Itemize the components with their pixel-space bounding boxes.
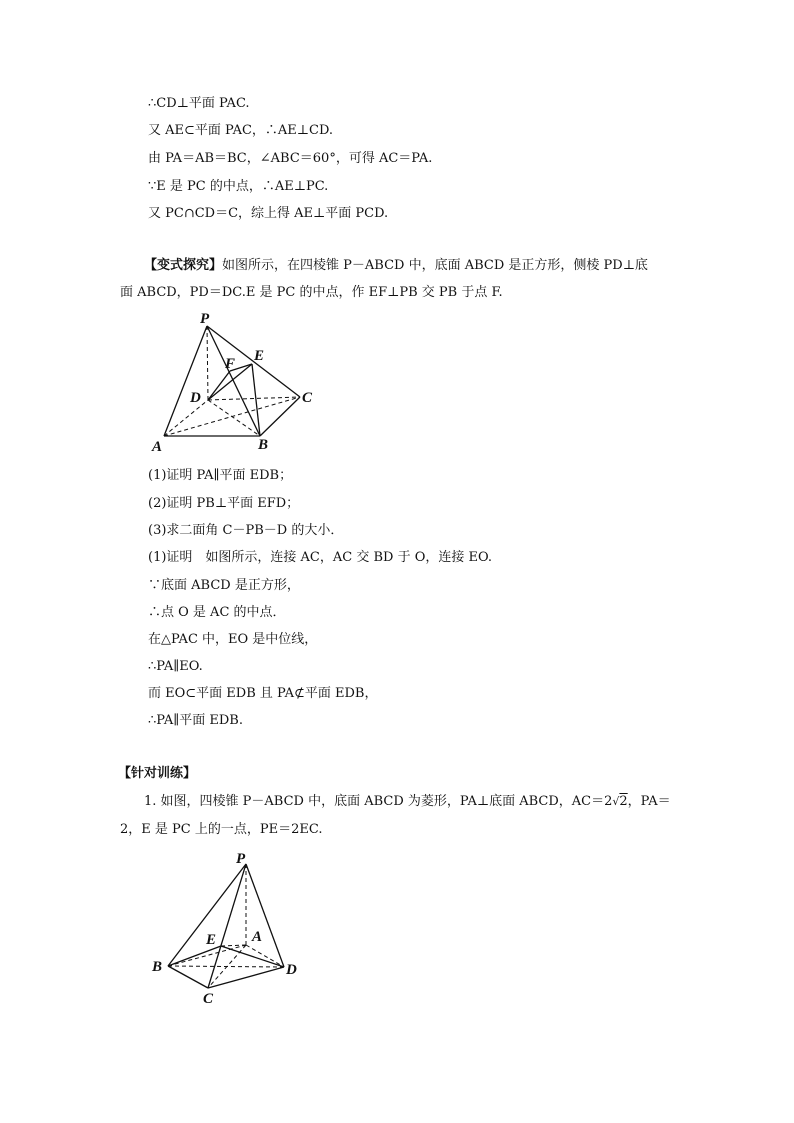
edge-BD-hidden <box>168 966 284 967</box>
solution-line-7: ∴PA∥平面 EDB. <box>148 713 243 728</box>
edge-PA <box>164 326 207 436</box>
label-E: E <box>206 932 217 948</box>
label-C: C <box>203 991 214 1007</box>
label-D: D <box>286 962 297 978</box>
pyramid-figure-2 <box>150 850 310 1010</box>
proof-line-4: ∵E 是 PC 的中点，∴AE⊥PC. <box>148 179 329 194</box>
variant-paragraph-line-1 <box>144 256 648 276</box>
solution-line-4: 在△PAC 中，EO 是中位线， <box>148 632 318 647</box>
label-P: P <box>236 851 246 867</box>
solution-line-5: ∴PA∥EO. <box>148 659 203 674</box>
edge-BA-hidden <box>168 945 246 966</box>
label-A: A <box>252 929 263 945</box>
label-B: B <box>258 437 269 453</box>
edge-DB-hidden <box>208 400 260 436</box>
label-D: D <box>190 390 201 406</box>
solution-line-3: ∴点 O 是 AC 的中点． <box>148 605 286 620</box>
solution-line-1: (1)证明 如图所示，连接 AC，AC 交 BD 于 O，连接 EO. <box>148 550 493 565</box>
edge-PB <box>207 326 260 436</box>
label-B: B <box>152 959 163 975</box>
edge-EA-hidden <box>221 945 246 946</box>
label-C: C <box>302 390 313 406</box>
proof-line-5: 又 PC∩CD＝C，综上得 AE⊥平面 PCD. <box>148 206 389 221</box>
training-heading: 【针对训练】 <box>118 766 197 781</box>
edge-EB <box>252 364 260 436</box>
variant-text-1: 如图所示，在四棱锥 P－ABCD 中，底面 ABCD 是正方形，侧棱 PD⊥底 <box>222 258 648 273</box>
edge-CD <box>208 967 284 988</box>
sqrt-radicand: 2 <box>619 794 628 809</box>
proof-line-2: 又 AE⊂平面 PAC，∴AE⊥CD. <box>148 123 334 138</box>
label-A: A <box>152 439 163 455</box>
proof-line-3: 由 PA＝AB＝BC，∠ABC＝60°，可得 AC＝PA. <box>148 151 433 166</box>
solution-line-6: 而 EO⊂平面 EDB 且 PA⊄平面 EDB， <box>148 686 378 701</box>
edge-PD <box>246 864 284 967</box>
question-3: (3)求二面角 C－PB－D 的大小． <box>148 523 344 538</box>
question-2: (2)证明 PB⊥平面 EFD； <box>148 496 300 511</box>
sqrt-sign: √ <box>612 795 620 808</box>
question-1: (1)证明 PA∥平面 EDB； <box>148 468 293 483</box>
edge-PC <box>208 864 246 988</box>
solution-line-2: ∵底面 ABCD 是正方形， <box>148 578 300 593</box>
label-P: P <box>200 311 210 327</box>
training-problem-text-a: 1. 如图，四棱锥 P－ABCD 中，底面 ABCD 为菱形，PA⊥底面 ABCD，AC＝2 <box>144 794 613 809</box>
training-problem-line-2: 2，E 是 PC 上的一点，PE＝2EC. <box>120 822 323 837</box>
edge-PD-hidden <box>207 326 208 400</box>
label-E: E <box>254 348 265 364</box>
variant-tag: 【变式探究】 <box>144 258 223 273</box>
pyramid-figure-1 <box>150 312 330 457</box>
label-F: F <box>225 356 236 372</box>
proof-line-1: ∴CD⊥平面 PAC. <box>148 96 250 111</box>
edge-BC <box>168 966 208 988</box>
variant-paragraph-line-2: 面 ABCD，PD＝DC.E 是 PC 的中点，作 EF⊥PB 交 PB 于点 F. <box>120 285 503 300</box>
training-problem-line-1 <box>144 792 671 812</box>
edge-DC-hidden <box>208 397 300 400</box>
training-problem-text-b: ，PA＝ <box>627 794 671 809</box>
